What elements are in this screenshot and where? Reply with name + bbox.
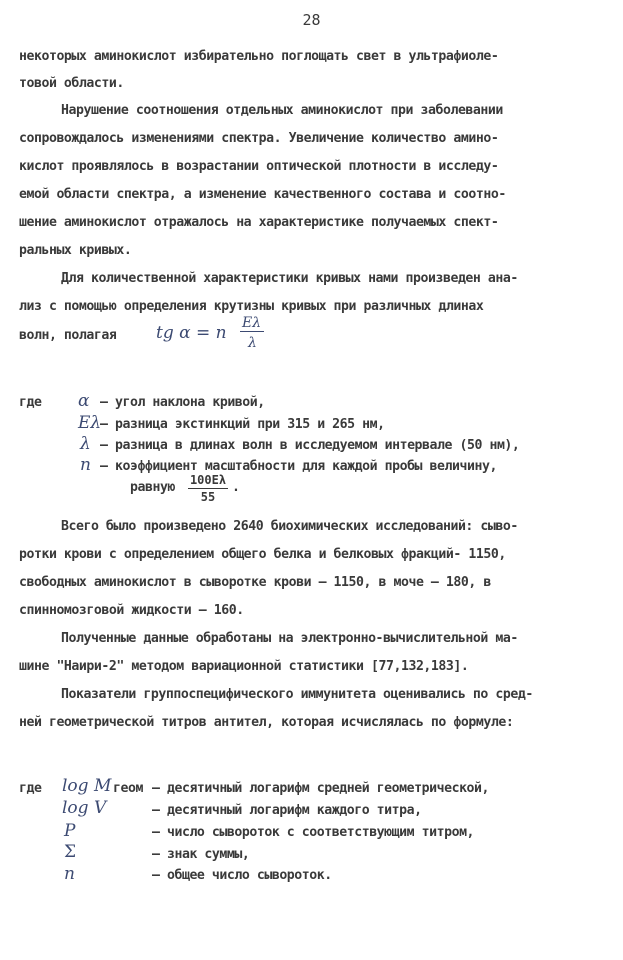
p4-line-1: Всего было произведено 2640 биохимических исследований: сыво- [61, 519, 518, 534]
equal-numerator: 100Eλ [189, 473, 227, 487]
p4-line-4: спинномозговой жидкости – 160. [19, 603, 244, 618]
where2-item-3: – число сывороток с соответствующим титром, [152, 825, 475, 840]
where2-item-2: – десятичный логарифм каждого титра, [152, 803, 422, 818]
p2-line-6: ральных кривых. [19, 243, 132, 258]
p3-line-2: лиз с помощью определения крутизны кривых при различных длинах [19, 299, 484, 314]
page-number: 28 [302, 11, 321, 29]
where2-item-5: – общее число сывороток. [152, 868, 332, 883]
equal-fraction-bar [188, 488, 228, 489]
where1-item-1: – угол наклона кривой, [100, 395, 265, 410]
p6-line-1: Показатели группоспецифического иммунитета оценивались по сред- [61, 687, 533, 702]
where2-item-4: – знак суммы, [152, 847, 250, 862]
equal-prefix: равную [130, 480, 175, 495]
where1-item-3: – разница в длинах волн в исследуемом интервале (50 нм), [100, 438, 520, 453]
where1-item-2: – разница экстинкций при 315 и 265 нм, [100, 417, 385, 432]
symbol-n-total: n [64, 864, 75, 884]
where1-lead: где [19, 395, 42, 410]
equal-suffix: . [232, 480, 240, 495]
equal-fraction [188, 473, 228, 504]
formula-lhs: tg α = n [156, 323, 227, 343]
symbol-lambda: λ [80, 434, 91, 454]
symbol-p: P [64, 821, 76, 841]
p3-line-3: волн, полагая [19, 328, 117, 343]
equal-denominator: 55 [200, 490, 216, 504]
p4-line-2: ротки крови с определением общего белка и белковых фракций- 1150, [19, 547, 506, 562]
formula-fraction-bar [240, 331, 264, 332]
where1-item-4: – коэффициент масштабности для каждой пробы величину, [100, 459, 497, 474]
symbol-log-v: log V [62, 798, 107, 818]
formula-numerator: Eλ [242, 315, 262, 331]
where2-lead: где [19, 781, 42, 796]
symbol-sigma: Σ [64, 842, 77, 862]
symbol-alpha: α [78, 391, 90, 411]
where2-item-1: – десятичный логарифм средней геометрической, [152, 781, 490, 796]
p4-line-3: свободных аминокислот в сыворотке крови – 1150, в моче – 180, в [19, 575, 491, 590]
p2-line-2: сопровождалось изменениями спектра. Увеличение количество амино- [19, 131, 499, 146]
p2-line-1: Нарушение соотношения отдельных аминокислот при заболевании [61, 103, 503, 118]
p5-line-2: шине "Наири-2" методом вариационной статистики [77,132,183]. [19, 659, 469, 674]
symbol-e-lambda: Eλ [78, 413, 102, 433]
p3-line-1: Для количественной характеристики кривых нами произведен ана- [61, 271, 518, 286]
symbol-log-m: log M [62, 776, 112, 796]
symbol-n: n [80, 455, 91, 475]
formula-denominator: λ [248, 335, 257, 351]
p5-line-1: Полученные данные обработаны на электронно-вычислительной ма- [61, 631, 518, 646]
p2-line-3: кислот проявлялось в возрастании оптической плотности в исследу- [19, 159, 499, 174]
p1-line-2: товой области. [19, 76, 124, 91]
symbol-geom-subscript: геом [113, 781, 143, 796]
p2-line-5: шение аминокислот отражалось на характеристике получаемых спект- [19, 215, 499, 230]
p6-line-2: ней геометрической титров антител, которая исчислялась по формуле: [19, 715, 514, 730]
p2-line-4: емой области спектра, а изменение качественного состава и соотно- [19, 187, 506, 202]
p1-line-1: некоторых аминокислот избирательно поглощать свет в ультрафиоле- [19, 49, 499, 64]
